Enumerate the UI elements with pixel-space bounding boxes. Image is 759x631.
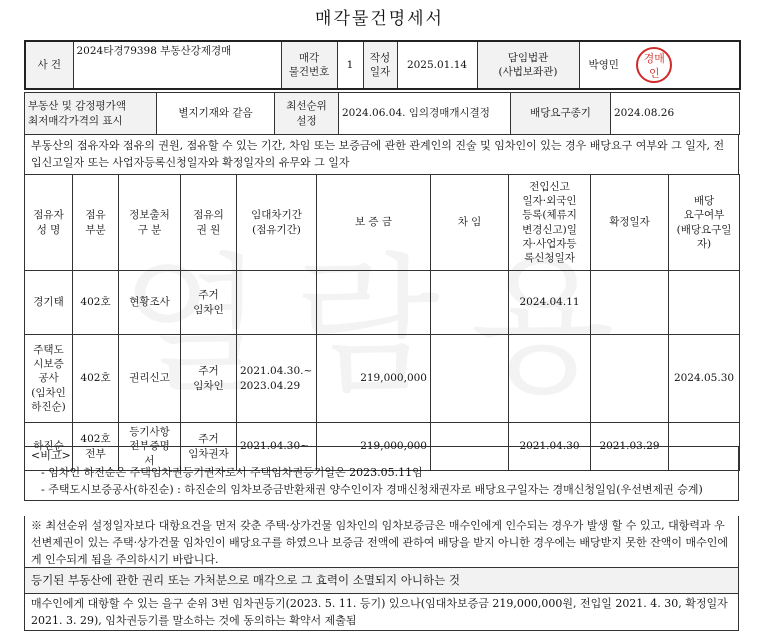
occupancy-cell: 2021.04.30 — [509, 423, 591, 471]
judge-label: 담임법관 (사법보좌관) — [477, 41, 579, 89]
occupancy-cell: 권리신고 — [119, 335, 181, 423]
occupancy-cell — [317, 271, 431, 335]
occupancy-cell: 402호 — [73, 335, 119, 423]
occupancy-cell: 219,000,000 — [317, 423, 431, 471]
occupancy-cell: 주거 임차인 — [181, 335, 237, 423]
occupancy-cell: 2024.05.30 — [669, 335, 740, 423]
occupancy-row — [25, 335, 740, 423]
senior-value: 2024.06.04. 임의경매개시결정 — [339, 93, 511, 135]
appraisal-value: 별지기재와 같음 — [157, 93, 275, 135]
deadline-label: 배당요구종기 — [511, 93, 611, 135]
col-dividend: 배당 요구여부 (배당요구일자) — [669, 175, 740, 271]
col-rent: 차 임 — [431, 175, 509, 271]
col-source: 정보출처 구 분 — [119, 175, 181, 271]
occupancy-cell — [591, 335, 669, 423]
occupancy-cell — [509, 335, 591, 423]
court-seal: 경매 인 — [636, 47, 672, 83]
occupancy-cell — [591, 271, 669, 335]
occupancy-cell: 2024.04.11 — [509, 271, 591, 335]
warning-text: ※ 최선순위 설정일자보다 대항요건을 먼저 갖춘 주택·상가건물 임차인의 임차보증금은 매수인에게 인수되는 경우가 발생 할 수 있고, 대항력과 우선변제권이 있는 주택·상가건물 임차인이 배당요구를 하였으나 보증금 전액에 관하여 배당을 받지 아니한 경우에는 배당받지 못한 잔액이 매수인에게 인수되게 됨을 주의하시기 바랍니다. — [24, 516, 739, 568]
occupancy-row — [25, 271, 740, 335]
written-date-value: 2025.01.14 — [397, 41, 477, 89]
occupancy-cell: 2021.04.30.~ 2023.04.29 — [237, 335, 317, 423]
occupancy-table — [24, 174, 740, 471]
col-deposit: 보 증 금 — [317, 175, 431, 271]
occupancy-intro: 부동산의 점유자와 점유의 권원, 점유할 수 있는 기간, 차임 또는 보증금에 관한 관계인의 진술 및 임차인이 있는 경우 배당요구 여부와 그 일자, 전입신고일자 또는 사업자등록신청일자와 확정일자의 유무와 그 일자 — [24, 134, 739, 174]
occupancy-cell: 2021.04.30~ — [237, 423, 317, 471]
occupancy-cell: 주거 임차권자 — [181, 423, 237, 471]
col-part: 점유 부분 — [73, 175, 119, 271]
col-fixed-date: 확정일자 — [591, 175, 669, 271]
occupancy-cell: 402호 — [73, 271, 119, 335]
occupancy-cell — [431, 271, 509, 335]
case-label: 사 건 — [25, 41, 73, 89]
judge-cell — [579, 41, 740, 89]
occupancy-cell: 주택도 시보증 공사 (임차인 하진순) — [25, 335, 73, 423]
case-value: 2024타경79398 부동산강제경매 — [73, 41, 281, 89]
occupancy-cell: 2021.03.29 — [591, 423, 669, 471]
occupancy-cell: 402호 전부 — [73, 423, 119, 471]
occupancy-cell: 주거 임차인 — [181, 271, 237, 335]
col-period: 임대차기간 (점유기간) — [237, 175, 317, 271]
remarks-box — [24, 446, 739, 501]
senior-label: 최선순위 설정 — [275, 93, 339, 135]
deadline-value: 2024.08.26 — [611, 93, 740, 135]
occupancy-cell: 하진순 — [25, 423, 73, 471]
occupancy-cell: 등기사항 전부증명 서 — [119, 423, 181, 471]
occupancy-header-row — [25, 175, 740, 271]
item-no-value: 1 — [337, 41, 363, 89]
header-table — [24, 40, 741, 90]
occupancy-cell — [431, 335, 509, 423]
occupancy-cell: 219,000,000 — [317, 335, 431, 423]
occupancy-cell: 현황조사 — [119, 271, 181, 335]
col-title: 점유의 권 원 — [181, 175, 237, 271]
col-move-in: 전입신고 일자·외국인 등록(체류지 변경신고)일 자·사업자등 록신청일자 — [509, 175, 591, 271]
remark-item: - 임차인 하진순은 주택임차권등기권자로서 주택임차권등기일은 2023.05.11임 — [41, 466, 423, 480]
written-date-label: 작성 일자 — [363, 41, 397, 89]
occupancy-cell: 경기태 — [25, 271, 73, 335]
item-no-label: 매각 물건번호 — [281, 41, 337, 89]
judge-value: 박영민 — [588, 59, 619, 71]
remarks-heading: <비고> — [31, 449, 71, 462]
appraisal-label: 부동산 및 감정평가액 최저매각가격의 표시 — [25, 93, 157, 135]
appraisal-table — [24, 92, 740, 135]
remark-item: - 주택도시보증공사(하진순) : 하진순의 임차보증금반환채권 양수인이자 경매신청채권자로 배당요구일자는 경매신청일임(우선변제권 승계) — [41, 483, 703, 497]
section5-heading: 등기된 부동산에 관한 권리 또는 가처분으로 매각으로 그 효력이 소멸되지 아니하는 것 — [24, 568, 739, 594]
occupancy-cell — [237, 271, 317, 335]
document-title: 매각물건명세서 — [315, 9, 444, 29]
occupancy-cell — [669, 271, 740, 335]
col-occupant: 점유자 성 명 — [25, 175, 73, 271]
section5-body: 매수인에게 대항할 수 있는 을구 순위 3번 임차권등기(2023. 5. 11. 등기) 있으나(임대차보증금 219,000,000원, 전입일 2021. 4. 30, 확정일자 2021. 3. 29), 임차권등기를 말소하는 것에 동의하는 확약서 제출됨 — [24, 594, 739, 631]
